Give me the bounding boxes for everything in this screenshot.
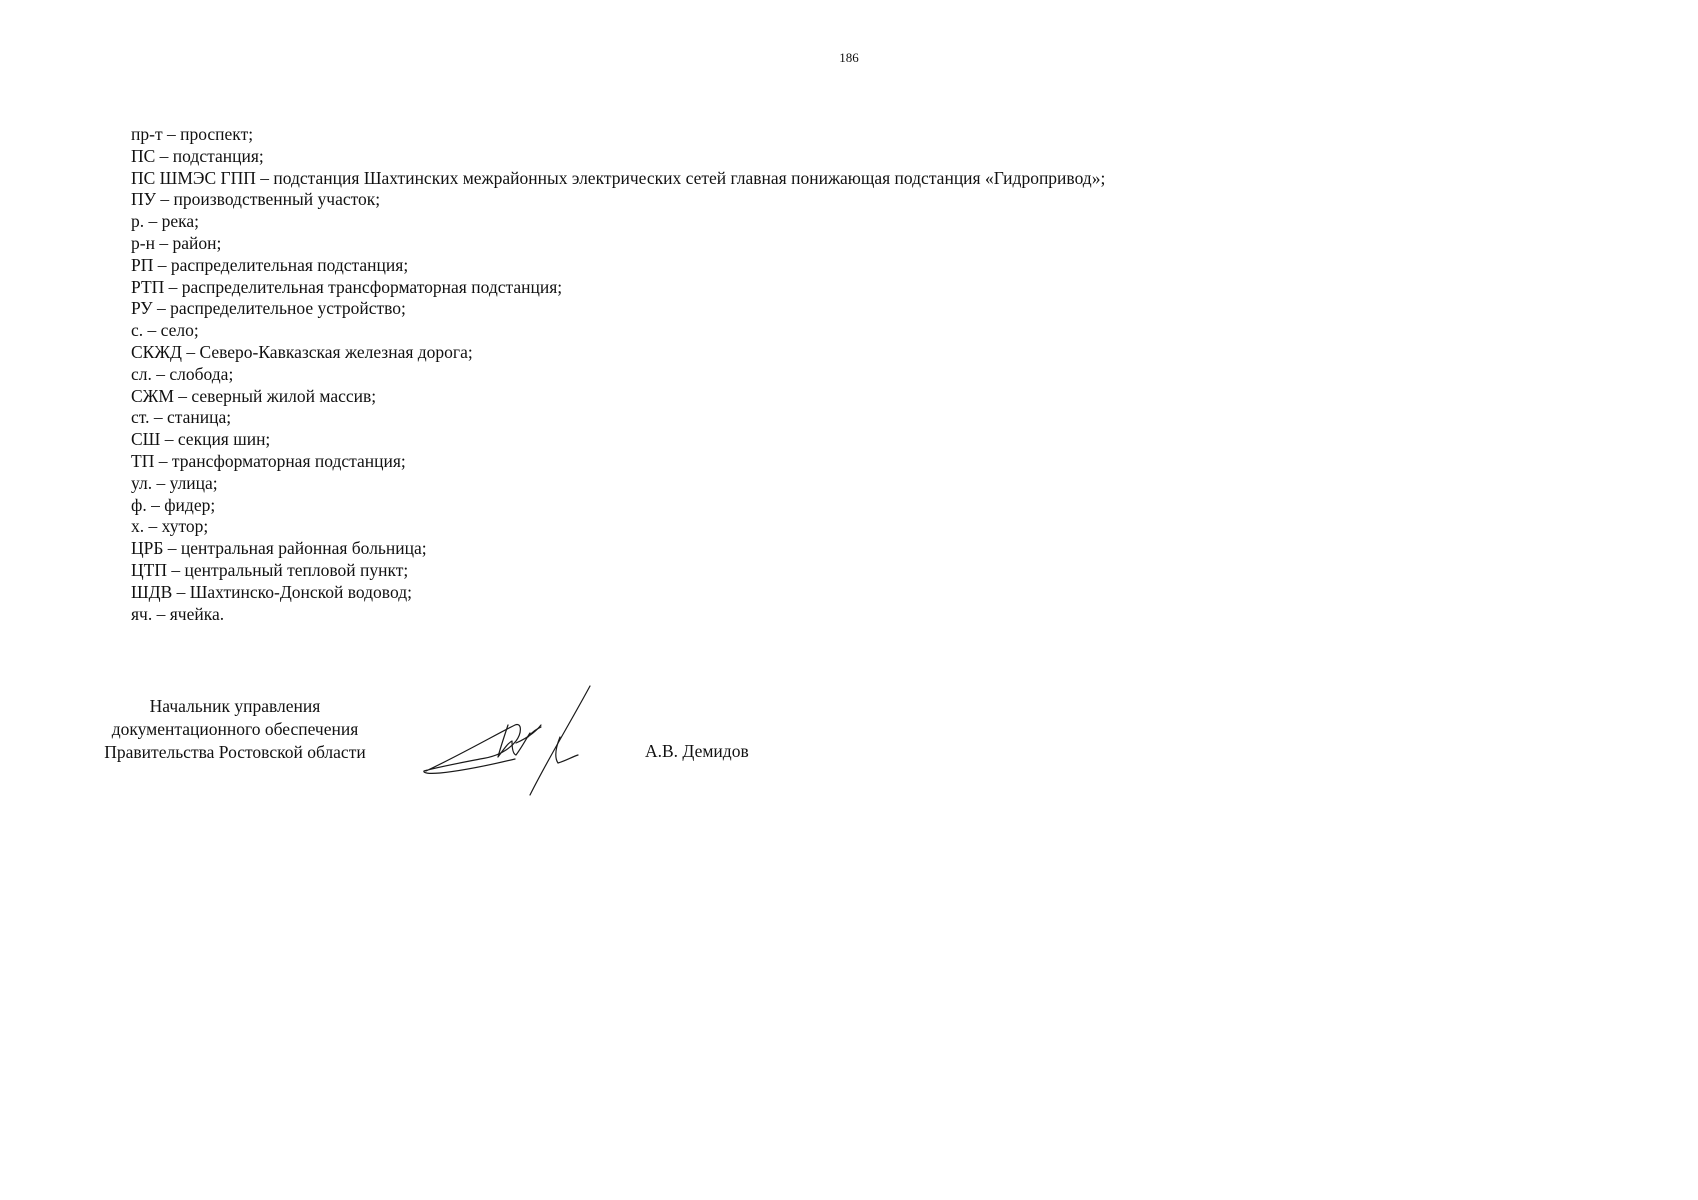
list-item: яч. – ячейка. (131, 603, 225, 624)
list-item: ЦТП – центральный тепловой пункт; (131, 559, 409, 580)
list-item: ШДВ – Шахтинско-Донской водовод; (131, 581, 412, 602)
list-item: с. – село; (131, 320, 199, 341)
list-item: ТП – трансформаторная подстанция; (131, 450, 406, 471)
list-item: сл. – слобода; (131, 363, 234, 384)
page-number: 186 (839, 50, 859, 65)
list-item: ПС – подстанция; (131, 145, 264, 166)
abbreviation-list (131, 124, 1105, 625)
list-item: ЦРБ – центральная районная больница; (131, 538, 427, 559)
list-item: СШ – секция шин; (131, 429, 271, 450)
list-item: ф. – фидер; (131, 494, 216, 515)
list-item: РТП – распределительная трансформаторная подстанция; (131, 276, 563, 297)
list-item: р-н – район; (131, 232, 222, 253)
signatory-title-line: Начальник управления (149, 696, 321, 716)
list-item: СЖМ – северный жилой массив; (131, 385, 377, 406)
signatory-title-line: документационного обеспечения (111, 719, 359, 739)
list-item: пр-т – проспект; (131, 124, 254, 144)
signatory-title-line: Правительства Ростовской области (104, 742, 366, 762)
signatory-name: А.В. Демидов (645, 741, 749, 761)
handwritten-signature (420, 685, 620, 800)
list-item: х. – хутор; (131, 516, 209, 537)
list-item: РП – распределительная подстанция; (131, 254, 409, 275)
signatory-title (70, 695, 400, 764)
list-item: р. – река; (131, 211, 200, 232)
list-item: ст. – станица; (131, 407, 232, 428)
list-item: СКЖД – Северо-Кавказская железная дорога; (131, 341, 473, 362)
list-item: ПУ – производственный участок; (131, 189, 381, 210)
list-item: ул. – улица; (131, 472, 218, 493)
list-item: ПС ШМЭС ГПП – подстанция Шахтинских межрайонных электрических сетей главная понижающая подстанция «Гидропривод»; (131, 167, 1106, 188)
list-item: РУ – распределительное устройство; (131, 298, 406, 319)
